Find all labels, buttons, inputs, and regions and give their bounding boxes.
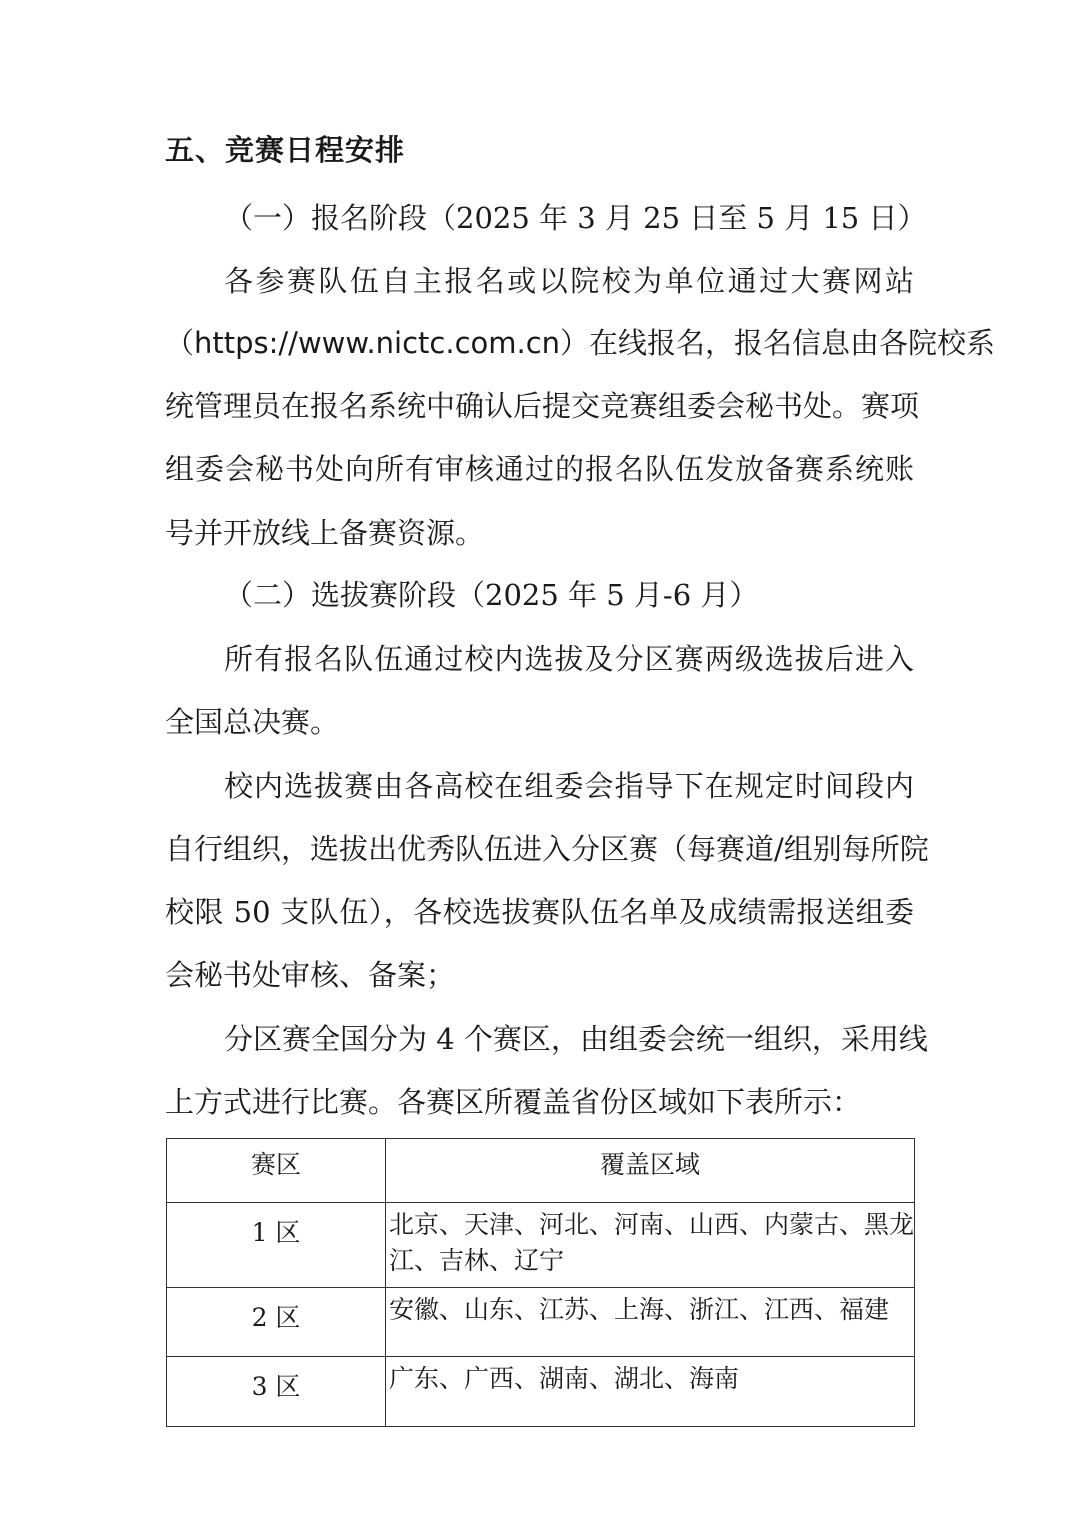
stage2-para3-line-2: 上方式进行比赛。各赛区所覆盖省份区域如下表所示：	[165, 1085, 862, 1119]
zone-coverage-table	[166, 1138, 915, 1427]
header-zone: 赛区	[167, 1139, 386, 1203]
stage2-para2-line-1: 校内选拔赛由各高校在组委会指导下在规定时间段内	[224, 769, 914, 803]
stage2-para2-line-2: 自行组织，选拔出优秀队伍进入分区赛（每赛道/组别每所院	[165, 832, 929, 866]
table-row	[167, 1203, 915, 1288]
area-line: 安徽、山东、江苏、上海、浙江、江西、福建	[389, 1295, 890, 1324]
stage1-para-line-3: 统管理员在报名系统中确认后提交竞赛组委会秘书处。赛项	[165, 389, 920, 423]
zone-cell: 2 区	[167, 1288, 386, 1357]
stage1-para-line-4: 组委会秘书处向所有审核通过的报名队伍发放备赛系统账	[165, 452, 914, 486]
stage2-para1-line-1: 所有报名队伍通过校内选拔及分区赛两级选拔后进入	[224, 642, 914, 676]
area-cell	[386, 1203, 915, 1288]
area-cell	[386, 1288, 915, 1357]
stage2-para1-line-2: 全国总决赛。	[165, 705, 340, 739]
stage1-para-line-1: 各参赛队伍自主报名或以院校为单位通过大赛网站	[224, 264, 914, 298]
stage1-para-line-5: 号并开放线上备赛资源。	[165, 516, 485, 550]
area-line: 广东、广西、湖南、湖北、海南	[389, 1364, 740, 1393]
stage2-para2-line-4: 会秘书处审核、备案；	[165, 958, 456, 992]
zone-cell: 3 区	[167, 1357, 386, 1427]
header-coverage-area: 覆盖区域	[386, 1139, 915, 1203]
table-row	[167, 1357, 915, 1427]
area-line: 北京、天津、河北、河南、山西、内蒙古、黑龙	[389, 1210, 915, 1239]
area-cell	[386, 1357, 915, 1427]
section-title: 五、竞赛日程安排	[165, 133, 406, 167]
area-line: 江、吉林、辽宁	[389, 1246, 565, 1275]
stage2-para3-line-1: 分区赛全国分为 4 个赛区，由组委会统一组织，采用线	[224, 1022, 928, 1056]
stage2-para2-line-3: 校限 50 支队伍），各校选拔赛队伍名单及成绩需报送组委	[165, 895, 914, 929]
stage1-para-line-2: （https://www.nictc.com.cn）在线报名，报名信息由各院校系	[165, 326, 996, 360]
zone-cell: 1 区	[167, 1203, 386, 1288]
stage1-title: （一）报名阶段（2025 年 3 月 25 日至 5 月 15 日）	[224, 201, 927, 235]
table-header-row	[167, 1139, 915, 1203]
stage2-title: （二）选拔赛阶段（2025 年 5 月-6 月）	[224, 578, 759, 612]
table-row	[167, 1288, 915, 1357]
